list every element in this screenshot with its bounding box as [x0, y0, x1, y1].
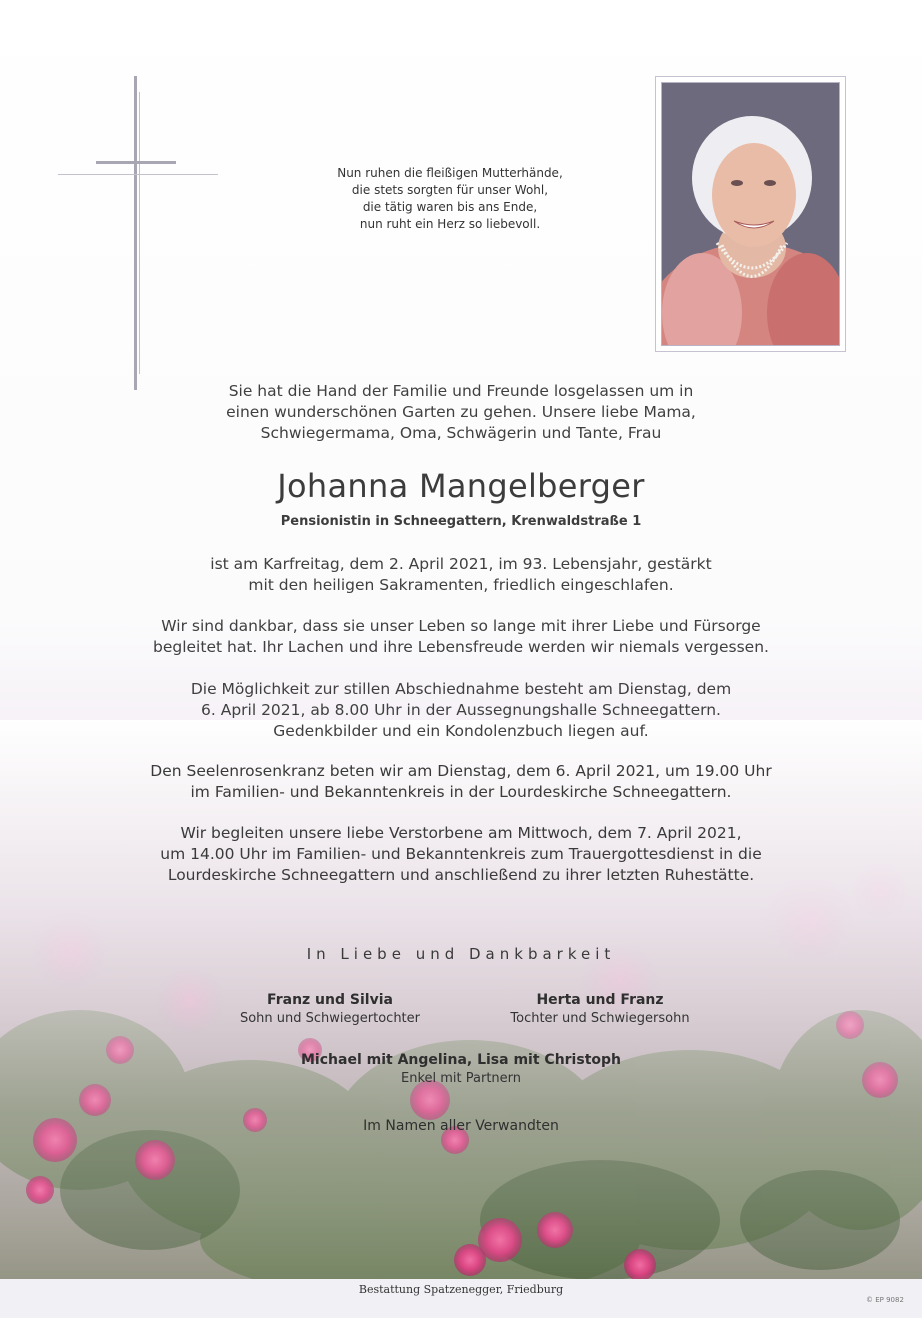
paragraph-line: Gedenkbilder und ein Kondolenzbuch liegen auf. [273, 722, 649, 740]
intro-line: Sie hat die Hand der Familie und Freunde losgelassen um in [228, 382, 694, 400]
paragraph-line: Wir begleiten unsere liebe Verstorbene am Mittwoch, dem 7. April 2021, [180, 824, 742, 842]
portrait-photo [661, 82, 840, 346]
mourner-relation: Enkel mit Partnern [400, 1071, 522, 1086]
rose-garden-image [0, 720, 922, 1280]
cross-icon [58, 76, 218, 390]
paragraph-line: mit den heiligen Sakramenten, friedlich eingeschlafen. [248, 576, 674, 594]
paragraph-death-notice [0, 554, 922, 596]
intro-line: einen wunderschönen Garten zu gehen. Unsere liebe Mama, [226, 403, 696, 421]
mourner-names: Michael mit Angelina, Lisa mit Christoph [301, 1052, 621, 1068]
paragraph-line: ist am Karfreitag, dem 2. April 2021, im 93. Lebensjahr, gestärkt [210, 555, 712, 573]
paragraph-funeral [0, 823, 922, 886]
paragraph-line: Wir sind dankbar, dass sie unser Leben so lange mit ihrer Liebe und Fürsorge [161, 617, 761, 635]
mourner-names: Herta und Franz [536, 992, 664, 1008]
paragraph-rosary [0, 761, 922, 803]
quote-line: Nun ruhen die fleißigen Mutterhände, [337, 166, 563, 180]
paragraph-line: 6. April 2021, ab 8.00 Uhr in der Aussegnungshalle Schneegattern. [201, 701, 721, 719]
mourner-family [200, 990, 460, 1028]
mourner-family [470, 990, 730, 1028]
paragraph-line: Die Möglichkeit zur stillen Abschiednahme besteht am Dienstag, dem [190, 680, 732, 698]
paragraph-line: im Familien- und Bekanntenkreis in der Lourdeskirche Schneegattern. [190, 783, 732, 801]
undertaker-name: Bestattung Spatzenegger, Friedburg [358, 1283, 564, 1296]
memorial-quote [300, 165, 600, 233]
quote-line: nun ruht ein Herz so liebevoll. [359, 217, 541, 231]
deceased-name: Johanna Mangelberger [277, 467, 645, 505]
paragraph-line: Den Seelenrosenkranz beten wir am Dienstag, dem 6. April 2021, um 19.00 Uhr [150, 762, 772, 780]
mourner-names: Franz und Silvia [267, 992, 393, 1008]
intro-line: Schwiegermama, Oma, Schwägerin und Tante, Frau [260, 424, 662, 442]
paragraph-line: um 14.00 Uhr im Familien- und Bekanntenkreis zum Trauergottesdienst in die [160, 845, 762, 863]
portrait-frame [655, 76, 846, 352]
intro-text [0, 381, 922, 444]
paragraph-line: Lourdeskirche Schneegattern und anschließend zu ihrer letzten Ruhestätte. [167, 866, 755, 884]
closing-line: Im Namen aller Verwandten [363, 1118, 559, 1134]
mourners-heading: In Liebe und Dankbarkeit [306, 945, 616, 963]
mourner-relation: Sohn und Schwiegertochter [239, 1011, 421, 1026]
paragraph-line: begleitet hat. Ihr Lachen und ihre Lebensfreude werden wir niemals vergessen. [153, 638, 769, 656]
paragraph-gratitude [0, 616, 922, 658]
quote-line: die tätig waren bis ans Ende, [362, 200, 538, 214]
quote-line: die stets sorgten für unser Wohl, [351, 183, 549, 197]
mourner-family [211, 1050, 711, 1088]
paragraph-viewing [0, 679, 922, 742]
mourner-relation: Tochter und Schwiegersohn [510, 1011, 690, 1026]
print-code: © EP 9082 [866, 1296, 904, 1304]
deceased-subtitle: Pensionistin in Schneegattern, Krenwaldstraße 1 [280, 514, 642, 529]
